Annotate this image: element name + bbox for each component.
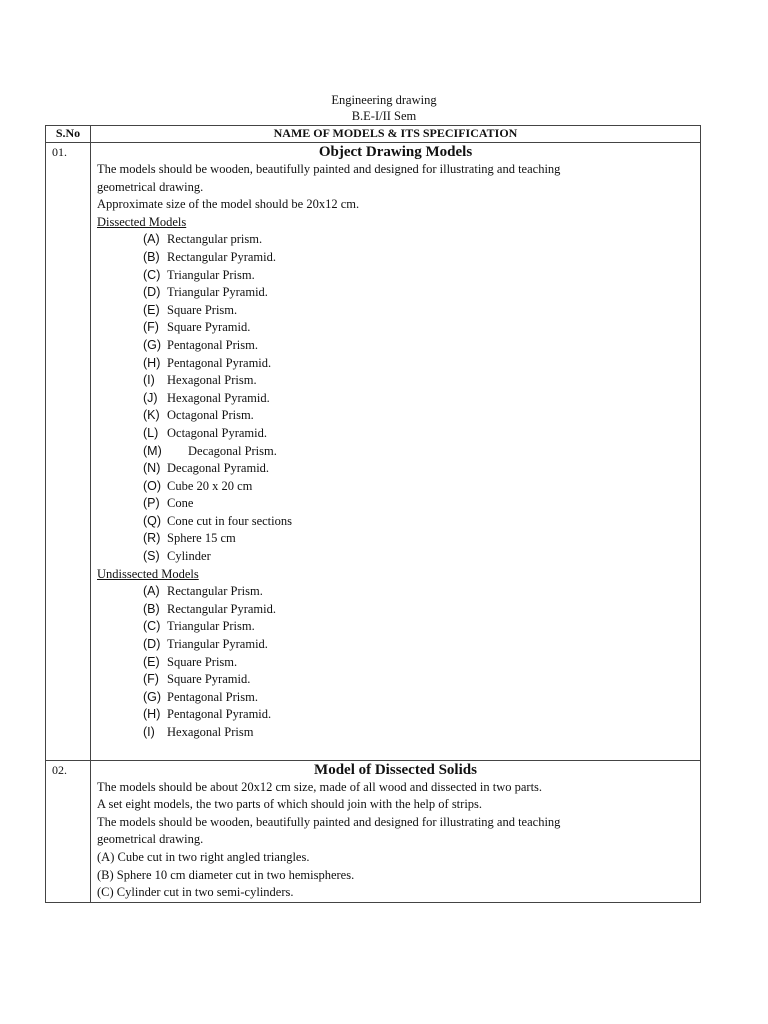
- list-item-text: Pentagonal Prism.: [167, 689, 258, 704]
- list-item-text: Square Prism.: [167, 302, 238, 317]
- list-item: [97, 267, 694, 285]
- list-item-letter: (F): [143, 672, 159, 687]
- list-item-text: Hexagonal Prism: [167, 725, 254, 739]
- list-item-letter: (P): [143, 496, 160, 511]
- list-item: [97, 284, 694, 302]
- list-item-text: Rectangular Prism.: [167, 584, 263, 599]
- row-number: 02.: [46, 760, 91, 902]
- list-item-text: Octagonal Prism.: [167, 408, 254, 423]
- dissected-models-list: [97, 231, 694, 565]
- list-item-text: Cylinder: [167, 549, 211, 564]
- list-item-letter: (I): [143, 725, 155, 739]
- list-item-text: Hexagonal Prism.: [167, 373, 257, 388]
- list-item-letter: (K): [143, 408, 160, 423]
- list-item: [97, 724, 694, 742]
- specification-table: [45, 125, 701, 903]
- list-item-text: Decagonal Prism.: [188, 443, 277, 458]
- list-item-text: Rectangular Pyramid.: [167, 249, 276, 264]
- list-item-letter: (R): [143, 531, 161, 546]
- list-item-text: Octagonal Pyramid.: [167, 425, 267, 440]
- list-item-text: Triangular Prism.: [167, 619, 255, 634]
- list-item: [97, 671, 694, 689]
- table-row: [46, 143, 701, 761]
- list-item: [97, 302, 694, 320]
- section-title: Object Drawing Models: [318, 144, 473, 160]
- list-item: [97, 654, 694, 672]
- list-item: [97, 355, 694, 373]
- description-line: The models should be wooden, beautifully painted and designed for illustrating and teaching: [97, 814, 561, 829]
- list-item-letter: (Q): [143, 513, 162, 528]
- list-item: [97, 618, 694, 636]
- list-item: [97, 583, 694, 601]
- list-item: [97, 601, 694, 619]
- list-item-text: Triangular Pyramid.: [167, 637, 268, 652]
- list-item-letter: (F): [143, 320, 159, 335]
- list-item: [97, 407, 694, 425]
- description-line: The models should be about 20x12 cm size, made of all wood and dissected in two parts.: [97, 779, 543, 794]
- list-item-letter: (B): [143, 601, 160, 616]
- list-item-text: Cone cut in four sections: [167, 513, 292, 528]
- list-item: [97, 460, 694, 478]
- table-header-row: [46, 126, 701, 143]
- section-title: Model of Dissected Solids: [314, 761, 477, 778]
- list-item-letter: (I): [143, 373, 155, 388]
- list-item-letter: (A): [143, 584, 160, 599]
- list-item-letter: (H): [143, 707, 161, 722]
- table-row: [46, 760, 701, 902]
- description-line: (B) Sphere 10 cm diameter cut in two hemispheres.: [97, 867, 355, 882]
- list-item-letter: (O): [143, 478, 162, 493]
- list-item: [97, 425, 694, 443]
- list-item-letter: (D): [143, 637, 161, 652]
- list-item-text: Square Prism.: [167, 654, 238, 669]
- description-line: geometrical drawing.: [97, 179, 204, 194]
- list-item: [97, 319, 694, 337]
- list-item-letter: (C): [143, 619, 161, 634]
- description-line: (A) Cube cut in two right angled triangles.: [97, 849, 310, 864]
- list-item-text: Rectangular Pyramid.: [167, 601, 276, 616]
- list-item-letter: (B): [143, 249, 160, 264]
- list-item-letter: (N): [143, 461, 161, 476]
- list-item-letter: (J): [143, 390, 158, 405]
- list-item-text: Pentagonal Pyramid.: [167, 355, 272, 370]
- list-item: [97, 231, 694, 249]
- list-item-text: Square Pyramid.: [167, 672, 251, 687]
- list-item-letter: (S): [143, 549, 160, 564]
- list-item-text: Cone: [167, 496, 194, 511]
- list-item-letter: (A): [143, 232, 160, 247]
- list-item: [97, 513, 694, 531]
- list-item: [97, 390, 694, 408]
- description-line: (C) Cylinder cut in two semi-cylinders.: [97, 885, 294, 900]
- list-item: [97, 689, 694, 707]
- list-item-letter: (E): [143, 302, 160, 317]
- list-item-text: Hexagonal Pyramid.: [167, 390, 270, 405]
- list-item-letter: (G): [143, 337, 162, 352]
- list-item: [97, 443, 694, 461]
- list-item: [97, 706, 694, 724]
- list-item-letter: (M): [143, 443, 162, 458]
- row-number: 01.: [46, 143, 91, 761]
- list-item-text: Rectangular prism.: [167, 232, 263, 247]
- list-item-letter: (G): [143, 689, 162, 704]
- list-item: [97, 495, 694, 513]
- list-item-letter: (L): [143, 425, 159, 440]
- undissected-models-heading: Undissected Models: [97, 566, 199, 581]
- list-item: [97, 337, 694, 355]
- list-item-text: Cube 20 x 20 cm: [167, 478, 253, 493]
- list-item: [97, 636, 694, 654]
- list-item-text: Pentagonal Prism.: [167, 337, 258, 352]
- list-item-text: Decagonal Pyramid.: [167, 461, 270, 476]
- list-item-text: Pentagonal Pyramid.: [167, 707, 272, 722]
- column-header-name: NAME OF MODELS & ITS SPECIFICATION: [91, 126, 701, 143]
- list-item: [97, 530, 694, 548]
- list-item-text: Sphere 15 cm: [167, 531, 236, 546]
- list-item-text: Square Pyramid.: [167, 320, 251, 335]
- list-item-text: Triangular Pyramid.: [167, 285, 268, 300]
- description-line: Approximate size of the model should be 20x12 cm.: [97, 197, 360, 212]
- list-item: [97, 372, 694, 390]
- dissected-models-heading: Dissected Models: [97, 214, 187, 229]
- list-item-letter: (H): [143, 355, 161, 370]
- document-title: Engineering drawing: [331, 93, 437, 107]
- list-item: [97, 548, 694, 566]
- description-line: The models should be wooden, beautifully painted and designed for illustrating and teaching: [97, 162, 561, 176]
- description-line: geometrical drawing.: [97, 832, 204, 847]
- document-subtitle: B.E-I/II Sem: [351, 109, 417, 123]
- list-item-letter: (D): [143, 285, 161, 300]
- list-item-letter: (E): [143, 654, 160, 669]
- list-item-letter: (C): [143, 267, 161, 282]
- column-header-sno: S.No: [46, 126, 91, 143]
- list-item: [97, 249, 694, 267]
- list-item-text: Triangular Prism.: [167, 267, 255, 282]
- row-content: [91, 760, 701, 902]
- row-content: [91, 143, 701, 761]
- undissected-models-list: [97, 583, 694, 741]
- description-line: A set eight models, the two parts of which should join with the help of strips.: [97, 797, 483, 812]
- list-item: [97, 478, 694, 496]
